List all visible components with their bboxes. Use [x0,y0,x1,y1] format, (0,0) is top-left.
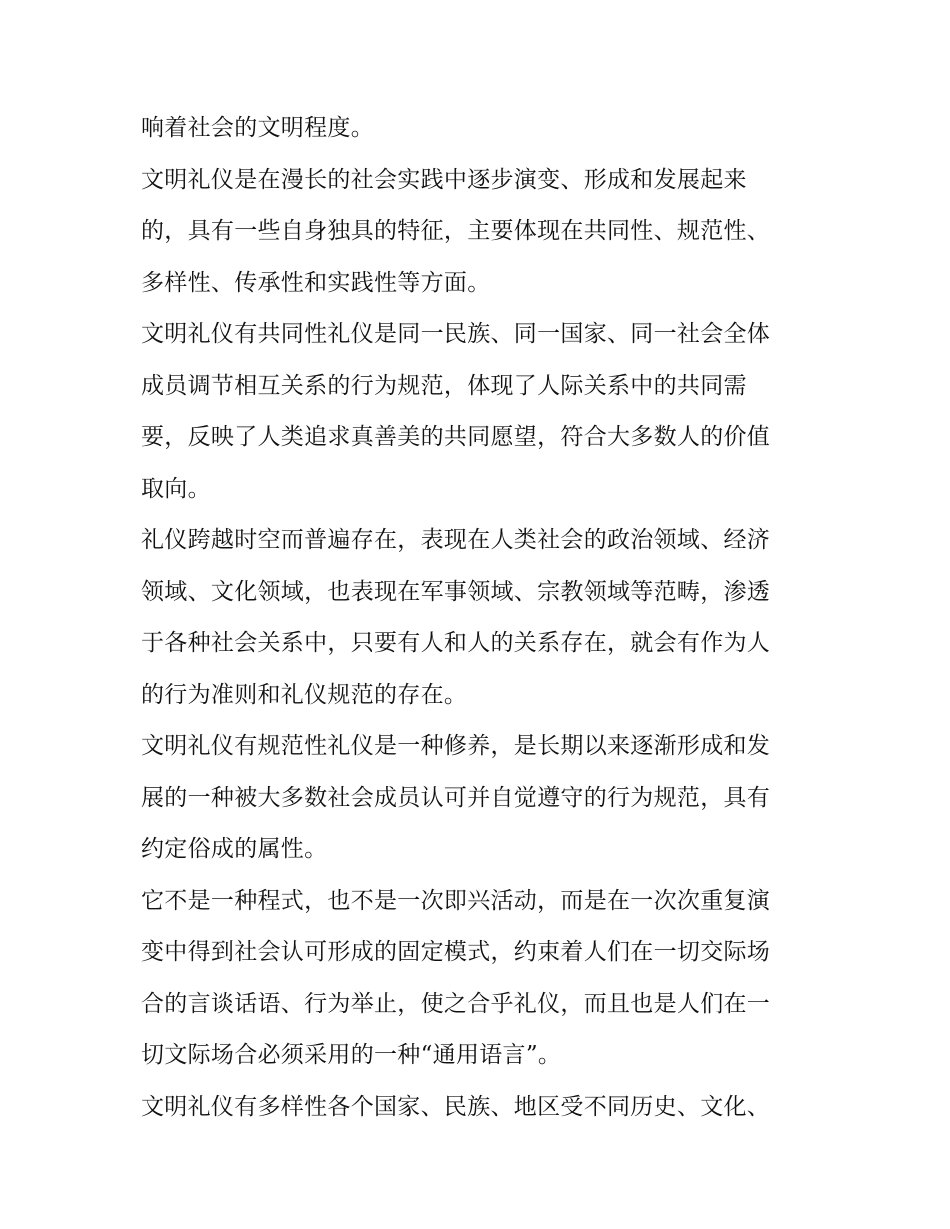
text-line: 文明礼仪是在漫长的社会实践中逐步演变、形成和发展起来 [141,166,747,193]
text-line: 文明礼仪有共同性礼仪是同一民族、同一国家、同一社会全体 [141,321,771,347]
text-line: 它不是一种程式，也不是一次即兴活动，而是在一次次重复演 [141,887,771,914]
body-text [141,103,813,1133]
text-line: 礼仪跨越时空而普遍存在，表现在人类社会的政治领域、经济 [141,527,771,553]
text-line: 文明礼仪有规范性礼仪是一种修养，是长期以来逐渐形成和发 [141,733,771,759]
text-line: 的，具有一些自身独具的特征，主要体现在共同性、规范性、 [141,218,771,244]
text-line: 响着社会的文明程度。 [141,115,374,141]
text-line: 展的一种被大多数社会成员认可并自觉遵守的行为规范，具有 [141,784,771,811]
text-line: 约定俗成的属性。 [141,836,328,862]
text-line: 领域、文化领域，也表现在军事领域、宗教领域等范畴，渗透 [141,578,771,605]
text-line: 的行为准则和礼仪规范的存在。 [141,681,468,708]
text-line: 变中得到社会认可形成的固定模式，约束着人们在一切交际场 [141,939,771,965]
text-line: 多样性、传承性和实践性等方面。 [141,269,491,296]
text-line: 取向。 [141,475,211,502]
text-line: 切文际场合必须采用的一种“通用语言”。 [141,1042,562,1068]
text-line: 成员调节相互关系的行为规范，体现了人际关系中的共同需 [141,372,747,399]
text-line: 于各种社会关系中，只要有人和人的关系存在，就会有作为人 [141,630,771,656]
text-line: 合的言谈话语、行为举止，使之合乎礼仪，而且也是人们在一 [141,990,771,1017]
text-line: 要，反映了人类追求真善美的共同愿望，符合大多数人的价值 [141,424,771,450]
text-line: 文明礼仪有多样性各个国家、民族、地区受不同历史、文化、 [141,1093,771,1120]
